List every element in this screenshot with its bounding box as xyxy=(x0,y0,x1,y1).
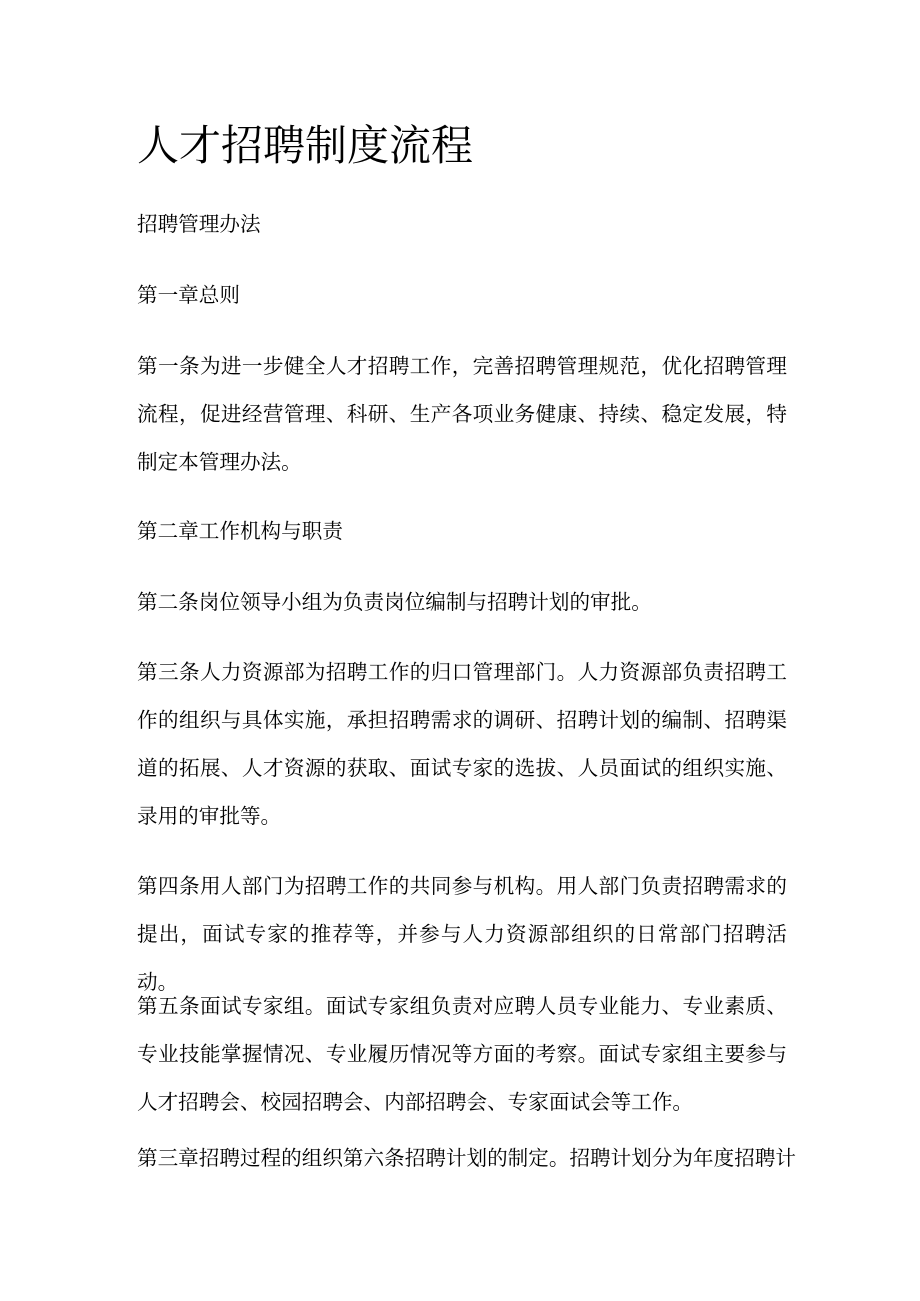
chapter-heading: 第一章总则 xyxy=(137,283,240,307)
article-paragraph: 第一条为进一步健全人才招聘工作，完善招聘管理规范，优化招聘管理流程，促进经营管理、科研、生产各项业务健康、持续、稳定发展，特制定本管理办法。 xyxy=(137,354,787,474)
subtitle: 招聘管理办法 xyxy=(137,212,261,236)
article-paragraph: 第三条人力资源部为招聘工作的归口管理部门。人力资源部负责招聘工作的组织与具体实施，承担招聘需求的调研、招聘计划的编制、招聘渠道的拓展、人才资源的获取、面试专家的选拔、人员面试的组织实施、录用的审批等。 xyxy=(137,660,787,828)
document-title: 人才招聘制度流程 xyxy=(137,121,474,170)
article-paragraph: 第四条用人部门为招聘工作的共同参与机构。用人部门负责招聘需求的提出，面试专家的推荐等，并参与人力资源部组织的日常部门招聘活动。 xyxy=(137,874,787,994)
chapter-heading: 第二章工作机构与职责 xyxy=(137,519,343,543)
article-paragraph: 第五条面试专家组。面试专家组负责对应聘人员专业能力、专业素质、专业技能掌握情况、专业履历情况等方面的考察。面试专家组主要参与人才招聘会、校园招聘会、内部招聘会、专家面试会等工作。 xyxy=(137,994,787,1114)
article-paragraph: 第三章招聘过程的组织第六条招聘计划的制定。招聘计划分为年度招聘计 xyxy=(137,1146,796,1170)
article-paragraph: 第二条岗位领导小组为负责岗位编制与招聘计划的审批。 xyxy=(137,590,652,614)
